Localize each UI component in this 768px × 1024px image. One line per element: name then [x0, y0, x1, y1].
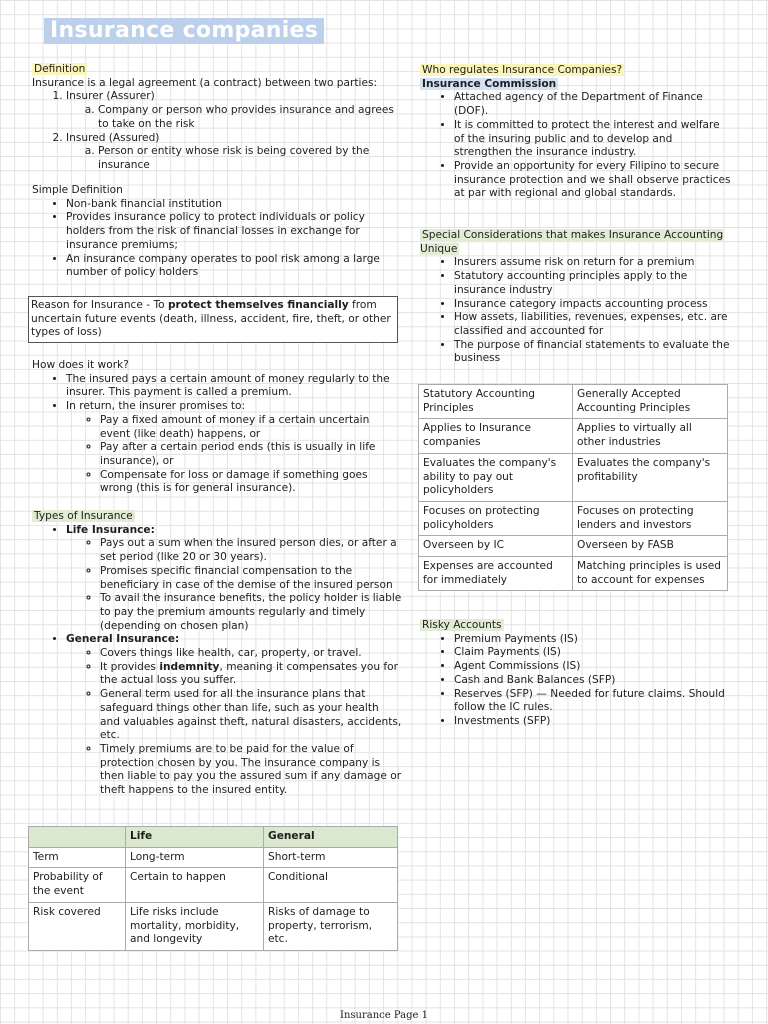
regulates-heading: Who regulates Insurance Companies? — [422, 64, 623, 76]
table-cell: Applies to Insurance companies — [419, 419, 573, 453]
list-item: ◦ Covers things like health, car, property, or travel. — [100, 647, 402, 661]
table-cell: Risk covered — [29, 902, 126, 950]
definition-section — [32, 63, 402, 173]
table-cell: Focuses on protecting policyholders — [419, 501, 573, 535]
table-cell: Long-term — [126, 847, 264, 868]
table-row — [419, 501, 728, 535]
table-cell: Life risks include mortality, morbidity, and longevity — [126, 902, 264, 950]
list-item: ◦ Pays out a sum when the insured person dies, or after a set period (like 20 or 30 years). — [100, 537, 402, 564]
table-cell: Overseen by IC — [419, 536, 573, 557]
list-item: • Attached agency of the Department of Finance (DOF). — [454, 91, 732, 118]
list-item: • How assets, liabilities, revenues, expenses, etc. are classified and accounted for — [454, 311, 732, 338]
list-item: • It is committed to protect the interest and welfare of the insuring public and to develop and strengthen the insurance industry. — [454, 119, 732, 160]
list-item: ◦ Timely premiums are to be paid for the value of protection chosen by you. The insurance company is then liable to pay you the assured sum if any damage or theft happens to the insured entity. — [100, 743, 402, 798]
risky-heading: Risky Accounts — [422, 619, 502, 631]
table-row — [419, 453, 728, 501]
table-cell: Statutory Accounting Principles — [419, 385, 573, 419]
list-item: • Insurance category impacts accounting process — [454, 298, 732, 312]
list-item: • Investments (SFP) — [454, 715, 732, 729]
list-item: • The purpose of financial statements to evaluate the business — [454, 339, 732, 366]
list-item: • Non-bank financial institution — [66, 198, 402, 212]
table-cell: Applies to virtually all other industries — [573, 419, 728, 453]
table-cell: Evaluates the company's ability to pay out policyholders — [419, 453, 573, 501]
list-item: • The insured pays a certain amount of money regularly to the insurer. This payment is called a premium. — [66, 373, 402, 400]
indemnity-term: indemnity — [159, 660, 220, 673]
table-row — [419, 419, 728, 453]
list-item: ◦ It provides indemnity, meaning it compensates you for the actual loss you suffer. — [100, 661, 402, 688]
party-desc: a. Person or entity whose risk is being covered by the insurance — [98, 145, 402, 172]
life-general-table — [28, 826, 398, 951]
definition-intro: Insurance is a legal agreement (a contract) between two parties: — [32, 76, 378, 89]
party-item: 2. Insured (Assured) a. Person or entity whose risk is being covered by the insurance — [66, 132, 402, 173]
table-cell: Focuses on protecting lenders and investors — [573, 501, 728, 535]
list-item: • Statutory accounting principles apply to the insurance industry — [454, 270, 732, 297]
table-cell: Term — [29, 847, 126, 868]
table-cell: Overseen by FASB — [573, 536, 728, 557]
table-row — [419, 385, 728, 419]
list-item: • Reserves (SFP) — Needed for future claims. Should follow the IC rules. — [454, 688, 732, 715]
reason-box: Reason for Insurance - To protect themselves financially from uncertain future events (death, illness, accident, fire, theft, or other types of loss) — [28, 296, 398, 343]
page-footer: Insurance Page 1 — [340, 1010, 428, 1021]
list-item: • Claim Payments (IS) — [454, 646, 732, 660]
table-row — [419, 536, 728, 557]
list-item: ◦ Pay a fixed amount of money if a certain uncertain event (like death) happens, or — [100, 414, 402, 441]
list-item: • Provide an opportunity for every Filipino to secure insurance protection and we shall observe practices at par with regional and global standards. — [454, 160, 732, 201]
table-row — [29, 902, 398, 950]
table-cell: Short-term — [264, 847, 398, 868]
table-header-row — [29, 827, 398, 848]
table-row — [419, 557, 728, 591]
page-title: Insurance companies — [44, 18, 324, 44]
table-cell: Conditional — [264, 868, 398, 902]
special-heading: Special Considerations that makes Insurance Accounting Unique — [420, 229, 724, 255]
regulates-section — [420, 64, 732, 201]
table-cell: Risks of damage to property, terrorism, etc. — [264, 902, 398, 950]
list-item: ◦ General term used for all the insurance plans that safeguard things other than life, such as your health and valuables against theft, natural disasters, accidents, etc. — [100, 688, 402, 743]
definition-heading: Definition — [34, 63, 86, 75]
types-heading: Types of Insurance — [34, 510, 133, 522]
how-section — [32, 359, 402, 496]
table-cell: Matching principles is used to account for expenses — [573, 557, 728, 591]
table-row — [29, 868, 398, 902]
list-item: • In return, the insurer promises to: ◦ Pay a fixed amount of money if a certain uncertain event (like death) happens, or ◦ Pay after a certain period ends (this is usually in life insurance), or ◦ Compensate for loss or damage if something goes wrong (this is for general insurance). — [66, 400, 402, 496]
sap-gaap-table — [418, 384, 728, 591]
list-item: • Insurers assume risk on return for a premium — [454, 256, 732, 270]
party-item: 1. Insurer (Assurer) a. Company or person who provides insurance and agrees to take on the risk — [66, 90, 402, 131]
types-section — [32, 510, 402, 798]
risky-section — [420, 619, 732, 729]
list-item: ◦ Promises specific financial compensation to the beneficiary in case of the demise of the insured person — [100, 565, 402, 592]
reason-emphasis: protect themselves financially — [167, 299, 349, 311]
life-insurance-item: • Life Insurance: ◦ Pays out a sum when the insured person dies, or after a set period (like 20 or 30 years). ◦ Promises specific financial compensation to the beneficiary in case of the demise of the insured person ◦ To avail the insurance benefits, the policy holder is liable to pay the premium amounts regularly and timely (depending on chosen plan) — [66, 524, 402, 634]
table-cell: Evaluates the company's profitability — [573, 453, 728, 501]
list-item: • Premium Payments (IS) — [454, 633, 732, 647]
party-desc: a. Company or person who provides insurance and agrees to take on the risk — [98, 104, 402, 131]
simple-definition-heading: Simple Definition — [32, 184, 123, 196]
list-item: ◦ Compensate for loss or damage if something goes wrong (this is for general insurance). — [100, 469, 402, 496]
list-item: ◦ To avail the insurance benefits, the policy holder is liable to pay the premium amounts regularly and timely (depending on chosen plan) — [100, 592, 402, 633]
how-heading: How does it work? — [32, 359, 129, 371]
simple-definition-section — [32, 184, 402, 280]
table-cell: Expenses are accounted for immediately — [419, 557, 573, 591]
list-item: • Provides insurance policy to protect individuals or policy holders from the risk of financial losses in exchange for insurance premiums; — [66, 211, 402, 252]
list-item: ◦ Pay after a certain period ends (this is usually in life insurance), or — [100, 441, 402, 468]
table-cell: Generally Accepted Accounting Principles — [573, 385, 728, 419]
table-row — [29, 847, 398, 868]
list-item: • An insurance company operates to pool risk among a large number of policy holders — [66, 253, 402, 280]
special-section — [420, 229, 732, 366]
table-cell: Probability of the event — [29, 868, 126, 902]
commission-label: Insurance Commission — [422, 77, 557, 90]
list-item: • Agent Commissions (IS) — [454, 660, 732, 674]
table-header-cell: Life — [126, 827, 264, 848]
list-item: • Cash and Bank Balances (SFP) — [454, 674, 732, 688]
table-header-cell: General — [264, 827, 398, 848]
parties-list — [32, 90, 402, 172]
table-header-cell — [29, 827, 126, 848]
general-insurance-item: • General Insurance: ◦ Covers things like health, car, property, or travel. ◦ It provides indemnity, meaning it compensates you for the actual loss you suffer. ◦ General term used for all the insurance plans that safeguard things other than life, such as your health and valuables against theft, natural disasters, accidents, etc. ◦ Timely premiums are to be paid for the value of protection chosen by you. The insurance company is then liable to pay you the assured sum if any damage or theft happens to the insured entity. — [66, 633, 402, 797]
table-cell: Certain to happen — [126, 868, 264, 902]
